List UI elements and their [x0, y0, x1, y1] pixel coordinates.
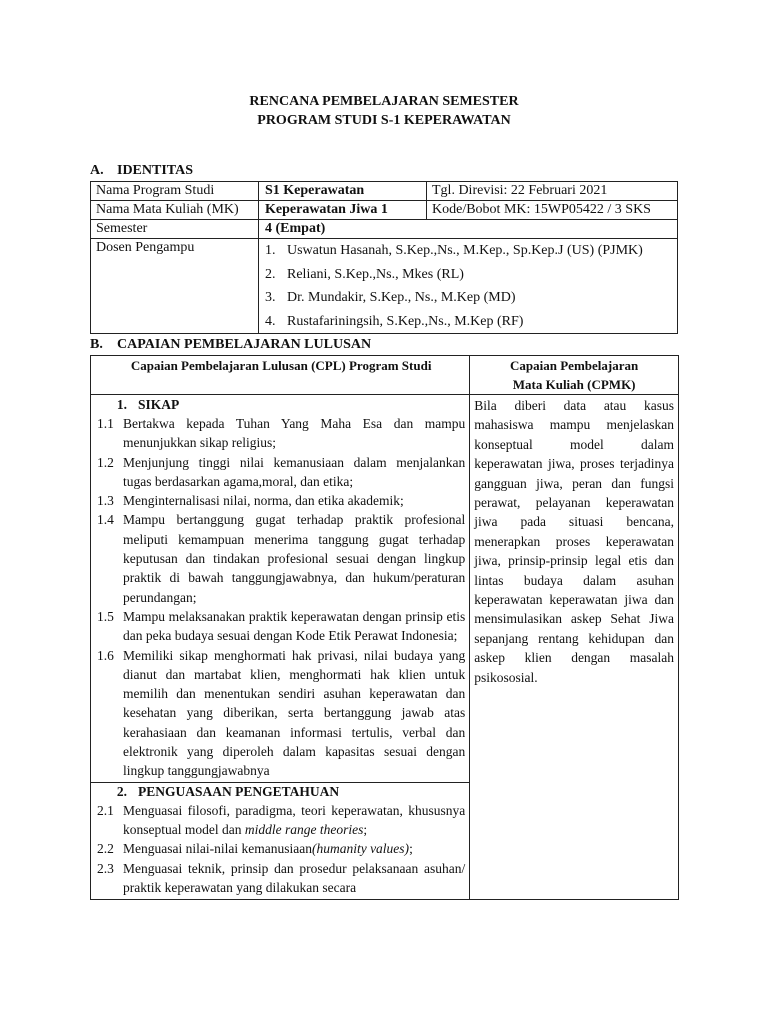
group-heading-pengetahuan — [97, 783, 465, 801]
section-b-heading — [90, 337, 371, 353]
lecturer-list-cell — [259, 239, 678, 334]
table-row — [91, 220, 678, 239]
group-heading-sikap — [97, 396, 465, 414]
list-item — [97, 801, 465, 840]
section-b-number: B. — [90, 337, 103, 352]
item-number: 2.1 — [97, 802, 114, 818]
document-subtitle: PROGRAM STUDI S-1 KEPERAWATAN — [257, 113, 511, 128]
identity-extra-cell: Kode/Bobot MK: 15WP05422 / 3 SKS — [427, 201, 678, 220]
cpmk-header-line-2: Mata Kuliah (CPMK) — [512, 377, 636, 392]
list-item — [97, 510, 465, 606]
identity-label-cell: Dosen Pengampu — [91, 239, 259, 334]
item-text-italic: middle range theories — [244, 821, 364, 837]
group-number: 2. — [116, 783, 127, 799]
learning-outcomes-table — [90, 355, 679, 900]
section-b-label: CAPAIAN PEMBELAJARAN LULUSAN — [117, 337, 372, 352]
item-number: 2.3 — [97, 860, 114, 876]
pengetahuan-cell — [91, 782, 470, 899]
list-number: 4. — [265, 313, 276, 329]
identity-extra-cell: Tgl. Direvisi: 22 Februari 2021 — [427, 182, 678, 201]
item-text: Mampu melaksanakan praktik keperawatan dengan prinsip etis dan peka budaya sesuai dengan Kode Etik Perawat Indonesia; — [123, 608, 466, 644]
cpmk-header-line-1: Capaian Pembelajaran — [510, 358, 639, 373]
document-title: RENCANA PEMBELAJARAN SEMESTER — [249, 94, 519, 109]
sikap-cell — [91, 395, 470, 783]
lecturer-list — [265, 239, 674, 333]
item-text: Memiliki sikap menghormati hak privasi, nilai budaya yang dianut dan martabat klien, menghormati hak klien untuk memilih dan menentukan sendiri asuhan keperawatan dan kesehatan yang diberikan, serta bertanggung jawab atas kerahasiaan dan keamanan informasi tertulis, verbal dan elektronik yang diperoleh dalam kapasitas sesuai dengan lingkup tanggungjawabnya — [123, 647, 466, 779]
list-number: 1. — [265, 243, 276, 258]
list-item — [265, 286, 674, 310]
list-item — [97, 453, 465, 492]
cpmk-text: Bila diberi data atau kasus mahasiswa mampu menjelaskan konseptual model dalam keperawatan jiwa, proses terjadinya gangguan jiwa, peran dan fungsi perawat, pelayanan keperawatan jiwa pada situasi bencana, menerapkan proses keperawatan jiwa, prinsip-prinsip legal etis dan lintas budaya dalam asuhan keperawatan keperawatan jiwa dan mensimulasikan askep Sehat Jiwa sepanjang rentang kehidupan dan askep klien dengan masalah psikososial. — [474, 398, 674, 685]
lecturer-name: Dr. Mundakir, S.Kep., Ns., M.Kep (MD) — [287, 290, 516, 305]
table-row — [91, 395, 679, 783]
item-text: Mampu bertanggung gugat terhadap praktik profesional meliputi kemampuan menerima tanggung gugat terhadap keputusan dan tindakan profesional sesuai dengan lingkup praktik di bawah tanggungjawabnya, dan hukum/peraturan perundangan; — [123, 512, 466, 605]
list-item — [265, 239, 674, 263]
table-header-row — [91, 356, 679, 395]
item-number: 1.3 — [97, 493, 114, 509]
list-item — [265, 310, 674, 334]
section-a-heading — [90, 163, 193, 179]
identity-label-cell: Nama Program Studi — [91, 182, 259, 201]
cpmk-column-header — [470, 356, 679, 395]
lecturer-name: Rustafariningsih, S.Kep.,Ns., M.Kep (RF) — [287, 313, 524, 329]
cpl-column-header: Capaian Pembelajaran Lulusan (CPL) Program Studi — [91, 356, 470, 395]
item-number: 2.2 — [97, 841, 114, 857]
list-number: 2. — [265, 266, 276, 282]
item-text-main: Menguasai filosofi, paradigma, teori keperawatan, khususnya konseptual model dan — [123, 802, 466, 837]
group-label: SIKAP — [138, 397, 180, 412]
item-text-italic: (humanity values) — [311, 841, 410, 857]
item-text: Menjunjung tinggi nilai kemanusiaan dalam menjalankan tugas berdasarkan agama,moral, dan etika; — [123, 454, 466, 489]
list-item — [97, 414, 465, 453]
table-row — [91, 239, 678, 334]
list-item — [97, 491, 465, 510]
lecturer-name: Reliani, S.Kep.,Ns., Mkes (RL) — [287, 266, 464, 282]
item-text: Menguasai teknik, prinsip dan prosedur pelaksanaan asuhan/ praktik keperawatan yang dilakukan secara — [123, 860, 466, 895]
list-item — [97, 839, 465, 858]
identity-value-cell: Keperawatan Jiwa 1 — [259, 201, 427, 220]
list-number: 3. — [265, 290, 276, 305]
item-number: 1.1 — [97, 416, 114, 431]
item-number: 1.6 — [97, 647, 114, 663]
list-item — [97, 607, 465, 646]
section-a-label: IDENTITAS — [117, 163, 193, 178]
section-a-number: A. — [90, 163, 104, 178]
identity-value-cell: S1 Keperawatan — [259, 182, 427, 201]
table-row — [91, 182, 678, 201]
identity-table — [90, 181, 678, 334]
item-text-end: ; — [409, 841, 413, 857]
item-text-main: Menguasai nilai-nilai kemanusiaan — [123, 841, 312, 857]
identity-value-cell: 4 (Empat) — [259, 220, 678, 239]
item-text-end: ; — [363, 821, 368, 837]
list-item — [265, 263, 674, 287]
identity-label-cell: Nama Mata Kuliah (MK) — [91, 201, 259, 220]
table-row — [91, 201, 678, 220]
item-number: 1.2 — [97, 454, 114, 470]
list-item — [97, 646, 465, 781]
item-number: 1.4 — [97, 512, 114, 528]
item-text: Menginternalisasi nilai, norma, dan etika akademik; — [123, 493, 404, 509]
lecturer-name: Uswatun Hasanah, S.Kep.,Ns., M.Kep., Sp.Kep.J (US) (PJMK) — [287, 243, 643, 258]
item-text: Bertakwa kepada Tuhan Yang Maha Esa dan mampu menunjukkan sikap religius; — [123, 416, 466, 451]
group-number: 1. — [116, 397, 127, 412]
identity-label-cell: Semester — [91, 220, 259, 239]
cpmk-cell — [470, 395, 679, 900]
group-label: PENGUASAAN PENGETAHUAN — [138, 783, 340, 799]
list-item — [97, 859, 465, 898]
item-text — [123, 801, 465, 840]
item-number: 1.5 — [97, 608, 114, 624]
item-text — [123, 839, 465, 858]
